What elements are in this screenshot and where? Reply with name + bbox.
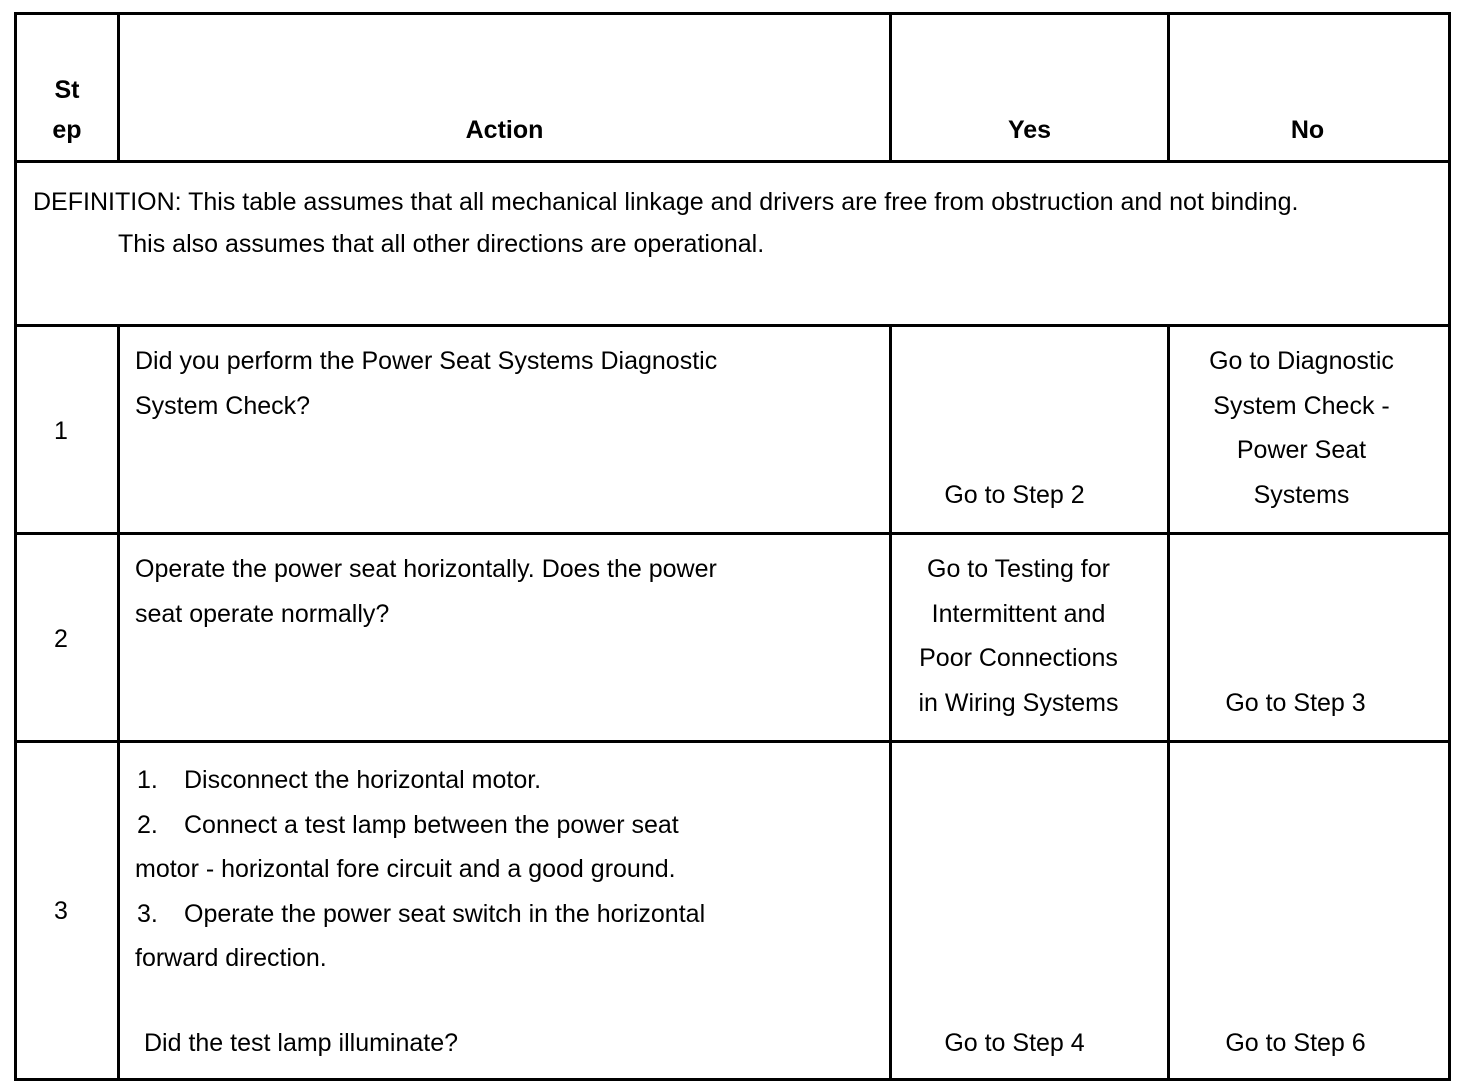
header-step-line2: ep: [52, 116, 82, 144]
header-divider: [17, 160, 1448, 163]
row3-no: Go to Step 6: [1225, 1029, 1366, 1057]
row3-item-3: [137, 892, 705, 937]
row2-action: [135, 547, 717, 636]
row2-divider: [17, 740, 1448, 743]
row3-yes: Go to Step 4: [944, 1029, 1085, 1057]
row1-no-line1: Go to Diagnostic: [1209, 347, 1394, 375]
header-step-line1: St: [54, 76, 80, 104]
row2-step: 2: [54, 625, 68, 653]
header-yes: Yes: [1007, 116, 1052, 144]
row1-step: 1: [54, 417, 68, 445]
row1-no-line2: System Check -: [1213, 391, 1390, 420]
row2-action-line2: seat operate normally?: [135, 599, 390, 628]
definition-line1: DEFINITION: This table assumes that all mechanical linkage and drivers are free from obstruction and not binding.: [33, 188, 1299, 216]
definition-text: [33, 181, 1298, 265]
row1-no-line3: Power Seat: [1236, 436, 1367, 464]
row2-yes-line3: Poor Connections: [919, 644, 1118, 672]
row3-item-2-num: 2.: [137, 810, 158, 839]
row3-item-1-num: 1.: [137, 766, 158, 794]
row2-yes-line1: Go to Testing for: [927, 555, 1110, 583]
diagnostic-table: [14, 12, 1451, 1081]
header-no: No: [1290, 116, 1325, 144]
row2-yes-line4: in Wiring Systems: [918, 688, 1119, 717]
row3-item-2-cont: motor - horizontal fore circuit and a good ground.: [135, 855, 676, 883]
row1-divider: [17, 532, 1448, 535]
row3-action-list: [137, 758, 705, 981]
row3-item-3-cont: forward direction.: [135, 944, 327, 972]
definition-line2: This also assumes that all other directions are operational.: [118, 230, 765, 258]
row3-item-3-num: 3.: [137, 899, 158, 928]
header-step: [17, 70, 117, 150]
row3-question: Did the test lamp illuminate?: [144, 1029, 459, 1057]
col-divider-step-body: [117, 324, 120, 1078]
row3-item-3-text: Operate the power seat switch in the horizontal: [184, 899, 706, 928]
row3-item-1: [137, 758, 705, 803]
row1-no-line4: Systems: [1253, 480, 1350, 509]
row3-item-2: [137, 803, 705, 848]
definition-divider: [17, 324, 1448, 327]
row2-action-line1: Operate the power seat horizontally. Does the power: [135, 555, 717, 583]
header-action: Action: [465, 116, 544, 144]
row1-action-line2: System Check?: [135, 391, 311, 420]
row3-item-2-text: Connect a test lamp between the power seat: [184, 810, 679, 839]
row1-yes: Go to Step 2: [944, 481, 1085, 509]
row3-step: 3: [54, 897, 68, 925]
row3-item-1-text: Disconnect the horizontal motor.: [184, 766, 542, 794]
row1-no: [1170, 339, 1433, 517]
row2-yes-line2: Intermittent and: [931, 599, 1106, 628]
row2-yes: [892, 547, 1145, 725]
row1-action-line1: Did you perform the Power Seat Systems Diagnostic: [135, 347, 718, 375]
row1-action: [135, 339, 717, 428]
row2-no: Go to Step 3: [1225, 689, 1366, 717]
